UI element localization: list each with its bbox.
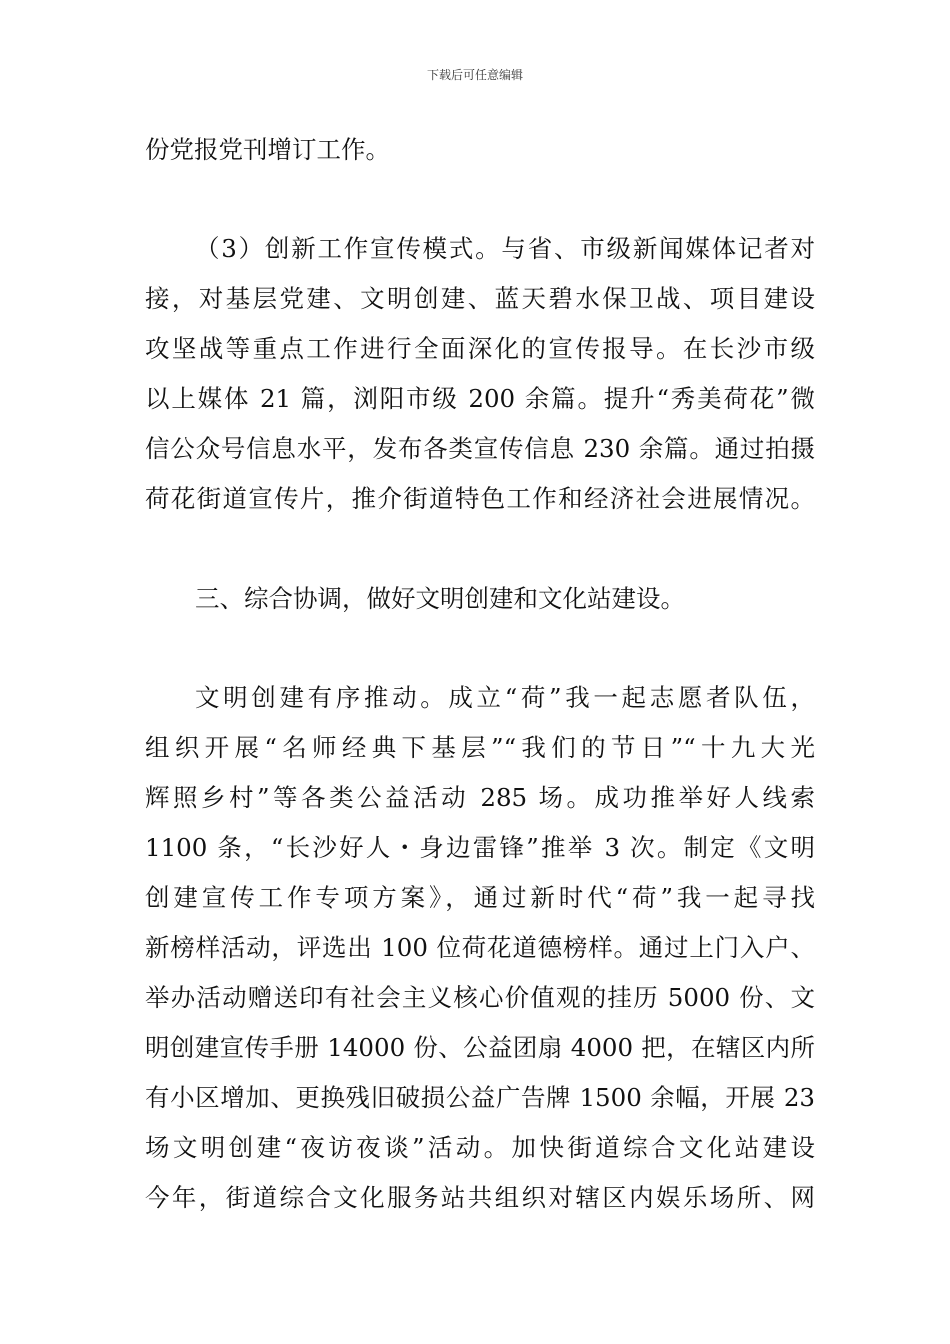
text-line: 场文明创建“夜访夜谈”活动。加快街道综合文化站建设 <box>145 1133 815 1162</box>
text-line: 文明创建有序推动。成立“荷”我一起志愿者队伍， <box>195 683 815 712</box>
text-line: 荷花街道宣传片，推介街道特色工作和经济社会进展情况。 <box>145 484 815 513</box>
text-line: 辉照乡村”等各类公益活动 285 场。成功推举好人线索 <box>145 783 815 812</box>
text-line: 组织开展“名师经典下基层”“我们的节日”“十九大光 <box>145 733 815 762</box>
text-line: 以上媒体 21 篇，浏阳市级 200 余篇。提升“秀美荷花”微 <box>145 384 815 413</box>
text-line: 今年，街道综合文化服务站共组织对辖区内娱乐场所、网 <box>145 1183 815 1212</box>
text-line: 明创建宣传手册 14000 份、公益团扇 4000 把，在辖区内所 <box>145 1033 815 1062</box>
text-line: （3）创新工作宣传模式。与省、市级新闻媒体记者对 <box>195 234 815 263</box>
text-line: 攻坚战等重点工作进行全面深化的宣传报导。在长沙市级 <box>145 334 815 363</box>
text-line: 信公众号信息水平，发布各类宣传信息 230 余篇。通过拍摄 <box>145 434 815 463</box>
text-line: 新榜样活动，评选出 100 位荷花道德榜样。通过上门入户、 <box>145 933 815 962</box>
section-heading: 三、综合协调，做好文明创建和文化站建设。 <box>195 584 685 613</box>
text-line: 有小区增加、更换残旧破损公益广告牌 1500 余幅，开展 23 <box>145 1083 815 1112</box>
text-line: 举办活动赠送印有社会主义核心价值观的挂历 5000 份、文 <box>145 983 815 1012</box>
text-line: 创建宣传工作专项方案》，通过新时代“荷”我一起寻找 <box>145 883 815 912</box>
page-header-note: 下载后可任意编辑 <box>426 68 523 82</box>
text-line: 份党报党刊增订工作。 <box>145 135 390 164</box>
text-line: 1100 条，“长沙好人・身边雷锋”推举 3 次。制定《文明 <box>145 833 815 862</box>
text-line: 接，对基层党建、文明创建、蓝天碧水保卫战、项目建设 <box>145 284 815 313</box>
